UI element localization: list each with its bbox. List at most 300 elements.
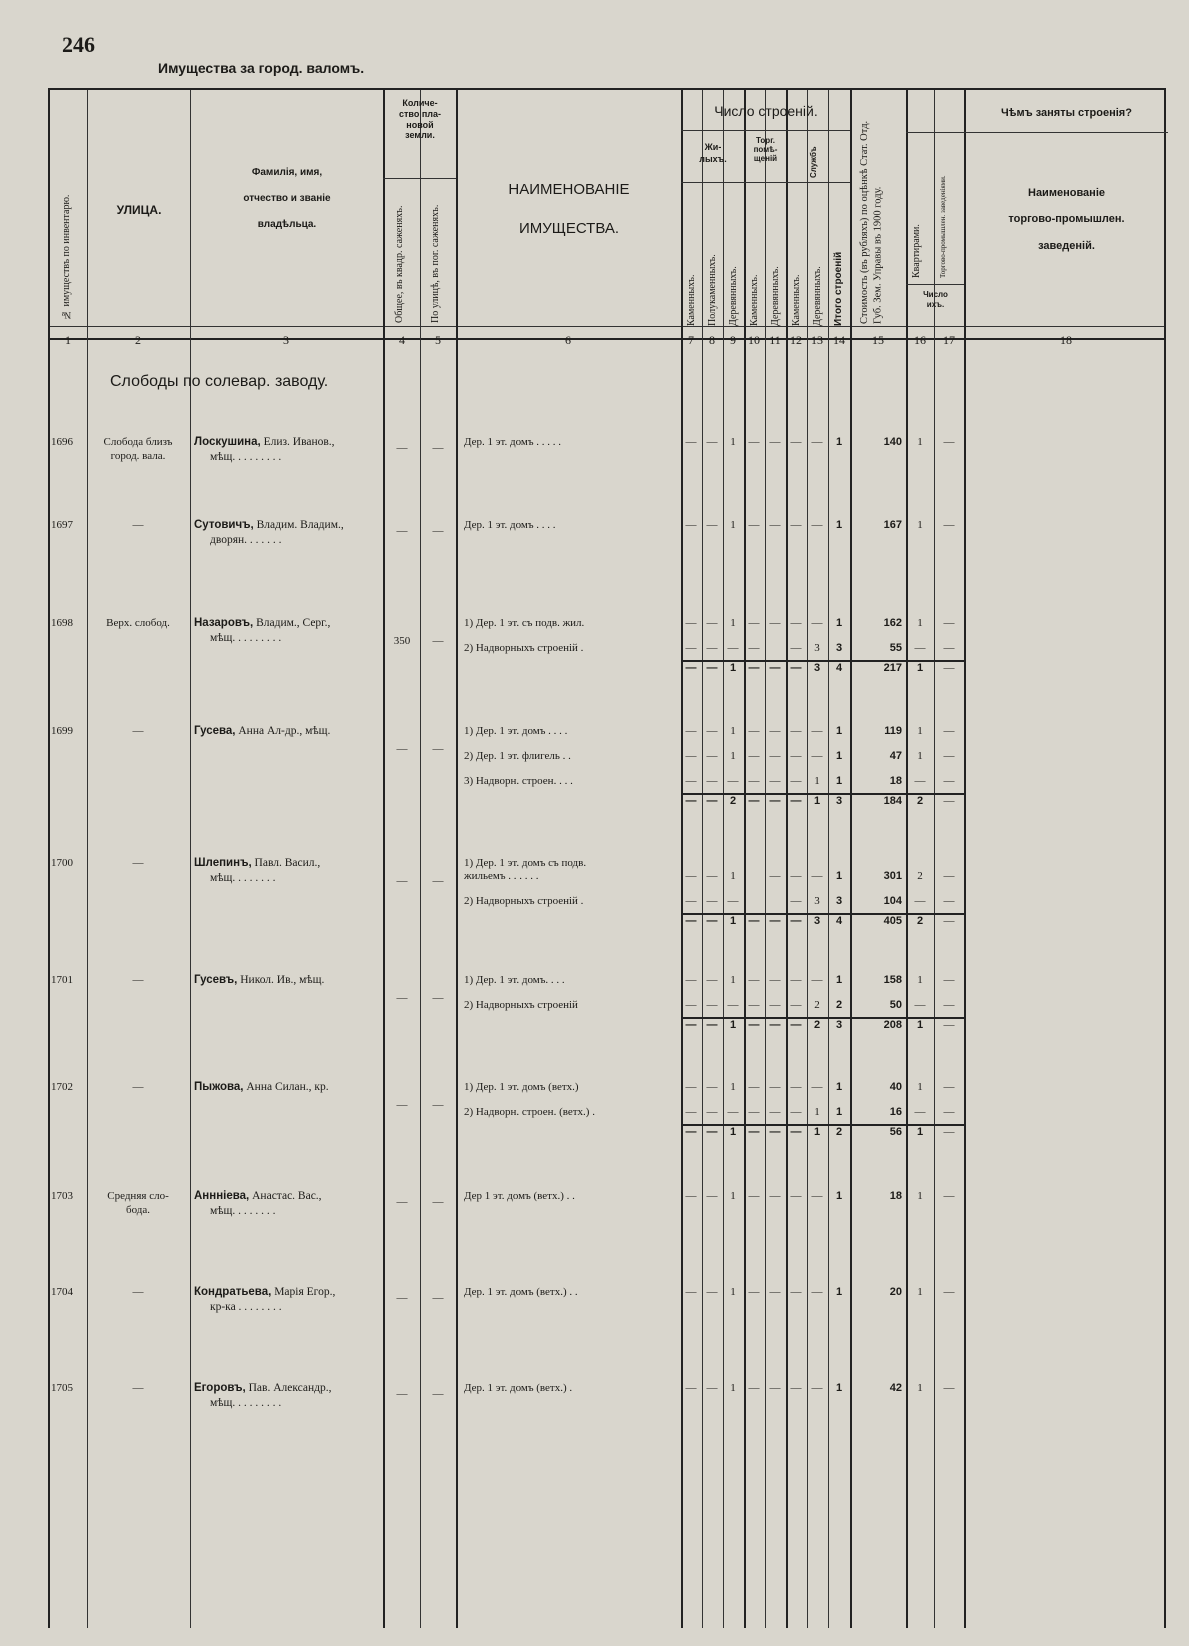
enterprises-count: —	[943, 1382, 955, 1394]
col-divider	[744, 90, 746, 1628]
col-divider	[190, 90, 191, 1628]
cell-c9: —	[727, 642, 739, 654]
cell-c13: —	[811, 1190, 823, 1202]
inventory-number: 1701	[51, 974, 73, 986]
apartments-count: 1	[916, 662, 924, 674]
cell-c9: 1	[730, 1081, 736, 1093]
col-divider	[906, 90, 908, 1628]
section-title: Слободы по солевар. заводу.	[110, 373, 329, 390]
cell-c12: —	[790, 1382, 802, 1394]
property-name: Дер. 1 эт. домъ . . . .	[464, 519, 556, 531]
inventory-number: 1699	[51, 725, 73, 737]
cell-c8: —	[706, 974, 718, 986]
land-area: —	[396, 525, 408, 537]
owner-name	[194, 1189, 322, 1205]
apartments-count: 1	[917, 1286, 923, 1298]
apartments-count: 1	[917, 1190, 923, 1202]
cell-c8: —	[706, 642, 718, 654]
cell-c8: —	[706, 895, 718, 907]
cell-c10: —	[748, 795, 760, 807]
header-col12: Каменныхъ.	[791, 274, 802, 326]
land-area: —	[396, 1292, 408, 1304]
cell-c12: —	[790, 775, 802, 787]
cell-c9: 2	[729, 795, 737, 807]
cell-c13: —	[811, 1382, 823, 1394]
header-subrule	[681, 182, 850, 183]
apartments-count: —	[914, 895, 926, 907]
cell-c11: —	[769, 1382, 781, 1394]
owner-name	[194, 518, 344, 534]
cell-c10: —	[748, 974, 760, 986]
cell-c11: —	[769, 795, 781, 807]
cell-c10: —	[748, 1286, 760, 1298]
land-area: —	[396, 992, 408, 1004]
cell-c10: —	[748, 519, 760, 531]
inventory-number: 1703	[51, 1190, 73, 1202]
owner-surname: Гусева,	[194, 725, 236, 737]
cell-c7: —	[685, 1190, 697, 1202]
street-name: Средняя сло-	[107, 1190, 169, 1202]
cell-c8: —	[706, 1286, 718, 1298]
cell-c12: —	[790, 436, 802, 448]
cell-c8: —	[706, 1081, 718, 1093]
cost-value: 56	[889, 1126, 902, 1138]
cell-c14: 1	[835, 870, 843, 882]
cell-c7: —	[685, 519, 697, 531]
cell-c13: —	[811, 1286, 823, 1298]
enterprises-count: —	[943, 1126, 955, 1138]
cost-value: 104	[883, 895, 902, 907]
column-number: 9	[730, 333, 736, 347]
owner-surname: Егоровъ,	[194, 1382, 246, 1394]
owner-details: Павл. Васил.,	[251, 857, 321, 869]
enterprises-count: —	[943, 895, 955, 907]
cell-c9: 1	[729, 1019, 737, 1031]
cost-value: 50	[889, 999, 902, 1011]
cell-c7: —	[685, 750, 697, 762]
cell-c9: —	[727, 895, 739, 907]
cell-c7: —	[685, 1106, 697, 1118]
apartments-count: 1	[917, 436, 923, 448]
land-area: —	[396, 743, 408, 755]
cell-c7: —	[685, 1081, 697, 1093]
cell-c13: —	[811, 725, 823, 737]
header-col15: Стоимость (въ рубляхъ) по оцѣнкѣ Стат. Отд. Губ. Зем. Управы въ 1900 году.	[859, 120, 884, 324]
cost-value: 301	[883, 870, 902, 882]
cell-c8: —	[706, 1106, 718, 1118]
street-length: —	[432, 1196, 444, 1208]
property-name: 3) Надворн. строен. . . .	[464, 775, 573, 787]
cell-c14: 1	[835, 617, 843, 629]
cell-c7: —	[685, 795, 697, 807]
column-number: 4	[399, 333, 405, 347]
owner-surname: Сутовичъ,	[194, 519, 254, 531]
cell-c8: —	[706, 795, 718, 807]
cell-c13: 2	[814, 999, 820, 1011]
land-area: —	[396, 1099, 408, 1111]
cell-c9: —	[727, 1106, 739, 1118]
cell-c8: —	[706, 436, 718, 448]
property-name: 2) Дер. 1 эт. флигель . .	[464, 750, 571, 762]
cell-c13: 3	[814, 642, 820, 654]
column-number: 6	[565, 333, 571, 347]
street-name: бода.	[125, 1204, 151, 1216]
property-name: 1) Дер. 1 эт. домъ (ветх.)	[464, 1081, 579, 1093]
cell-c11: —	[769, 775, 781, 787]
cell-c7: —	[685, 974, 697, 986]
enterprises-count: —	[943, 1081, 955, 1093]
column-number: 10	[748, 333, 760, 347]
cell-c14: 1	[835, 725, 843, 737]
street-length: —	[432, 875, 444, 887]
cell-c9: 1	[730, 436, 736, 448]
col-divider	[456, 90, 458, 1628]
street-length: —	[432, 1292, 444, 1304]
cell-c13: 1	[814, 1106, 820, 1118]
cell-c7: —	[685, 895, 697, 907]
enterprises-count: —	[943, 617, 955, 629]
owner-title: мѣщ. . . . . . . . .	[210, 1397, 282, 1409]
cell-c7: —	[685, 662, 697, 674]
cell-c12: —	[790, 519, 802, 531]
cell-c11: —	[769, 870, 781, 882]
cost-value: 20	[889, 1286, 902, 1298]
street-length: —	[432, 743, 444, 755]
cell-c10: —	[748, 1019, 760, 1031]
enterprises-count: —	[943, 519, 955, 531]
header-col11: Деревянныхъ.	[770, 266, 781, 326]
cell-c11: —	[769, 999, 781, 1011]
header-buildings-group: Число строеній.	[714, 103, 818, 119]
owner-name	[194, 616, 330, 632]
column-number: 12	[790, 333, 802, 347]
cost-value: 162	[883, 617, 902, 629]
owner-name	[194, 435, 335, 451]
cell-c12: —	[790, 725, 802, 737]
header-count: Число ихъ.	[923, 290, 948, 309]
cell-c14: 3	[835, 895, 843, 907]
header-col2: УЛИЦА.	[116, 203, 162, 217]
cell-c11: —	[769, 974, 781, 986]
owner-name	[194, 1381, 332, 1397]
street-length: —	[432, 442, 444, 454]
cell-c13: 1	[814, 775, 820, 787]
cell-c12: —	[790, 750, 802, 762]
column-number: 16	[914, 333, 926, 347]
cell-c13: 2	[813, 1019, 821, 1031]
cell-c14: 4	[835, 915, 843, 927]
property-name: 1) Дер. 1 эт. домъ. . . .	[464, 974, 565, 986]
header-subrule	[906, 132, 1168, 133]
cell-c13: —	[811, 870, 823, 882]
column-number: 1	[65, 333, 71, 347]
cell-c12: —	[790, 795, 802, 807]
header-subrule	[906, 284, 964, 285]
cell-c14: 3	[835, 795, 843, 807]
owner-name	[194, 1080, 329, 1096]
street-name: —	[132, 1382, 144, 1394]
cell-c10: —	[748, 915, 760, 927]
column-number: 14	[833, 333, 845, 347]
property-name: жильемъ . . . . . .	[464, 870, 539, 882]
header-col10: Каменныхъ.	[749, 274, 760, 326]
cell-c13: 1	[813, 1126, 821, 1138]
header-occupied-group: Чѣмъ заняты строенія?	[1001, 107, 1132, 119]
cost-value: 42	[889, 1382, 902, 1394]
cell-c9: —	[727, 775, 739, 787]
enterprises-count: —	[943, 750, 955, 762]
owner-title: мѣщ. . . . . . . . .	[210, 451, 282, 463]
column-number: 18	[1060, 333, 1072, 347]
street-name: —	[132, 1081, 144, 1093]
col-divider	[964, 90, 966, 1628]
cell-c11: —	[769, 1106, 781, 1118]
cell-c12: —	[790, 1190, 802, 1202]
cell-c14: 1	[835, 1081, 843, 1093]
owner-details: Владим. Владим.,	[253, 519, 344, 531]
page-title: Имущества за город. валомъ.	[158, 60, 365, 76]
cell-c10: —	[748, 725, 760, 737]
cell-c14: 4	[835, 662, 843, 674]
owner-surname: Шлепинъ,	[194, 857, 252, 869]
cell-c9: 1	[730, 750, 736, 762]
cell-c13: 1	[813, 795, 821, 807]
cell-c13: 3	[813, 662, 821, 674]
cell-c14: 2	[835, 999, 843, 1011]
apartments-count: 1	[917, 1382, 923, 1394]
apartments-count: —	[914, 1106, 926, 1118]
cell-c7: —	[685, 870, 697, 882]
col-divider	[850, 90, 852, 1628]
cell-c8: —	[706, 1019, 718, 1031]
apartments-count: 1	[916, 1126, 924, 1138]
header-col18: Наименованіе торгово-промышлен. заведеній.	[1008, 187, 1125, 252]
cost-value: 40	[889, 1081, 902, 1093]
cell-c10: —	[748, 617, 760, 629]
cell-c9: 1	[729, 915, 737, 927]
cell-c7: —	[685, 1126, 697, 1138]
cell-c8: —	[706, 1126, 718, 1138]
enterprises-count: —	[943, 915, 955, 927]
cost-value: 55	[889, 642, 902, 654]
header-trade-group: Торг. помѣ- щеній	[753, 136, 778, 164]
property-name: 2) Надворныхъ строеній .	[464, 642, 584, 654]
cell-c7: —	[685, 999, 697, 1011]
cell-c10: —	[748, 1081, 760, 1093]
cell-c12: —	[790, 974, 802, 986]
cell-c8: —	[706, 775, 718, 787]
col-divider	[765, 90, 766, 1628]
header-land-group: Количе- ство пла- новой земли.	[399, 98, 441, 141]
owner-surname: Пыжова,	[194, 1081, 244, 1093]
owner-details: Анна Ал-др., мѣщ.	[235, 725, 331, 737]
cell-c12: —	[790, 1286, 802, 1298]
enterprises-count: —	[943, 870, 955, 882]
owner-details: Анастас. Вас.,	[249, 1190, 322, 1202]
col-divider	[723, 90, 724, 1628]
property-name: 1) Дер. 1 эт. домъ съ подв.	[464, 857, 587, 869]
apartments-count: —	[914, 642, 926, 654]
cell-c11: —	[769, 1126, 781, 1138]
cell-c12: —	[790, 915, 802, 927]
street-name: Слобода близъ	[103, 436, 173, 448]
header-col3: Фамилія, имя, отчество и званіе владѣльца.	[243, 167, 331, 230]
street-length: —	[432, 635, 444, 647]
owner-surname: Лоскушина,	[194, 436, 261, 448]
apartments-count: —	[914, 775, 926, 787]
property-name: 2) Надворныхъ строеній	[464, 999, 578, 1011]
street-name: —	[132, 1286, 144, 1298]
header-residential-group: Жи- лыхъ.	[699, 142, 727, 164]
cell-c10: —	[748, 1190, 760, 1202]
cell-c8: —	[706, 750, 718, 762]
cell-c8: —	[706, 617, 718, 629]
cell-c7: —	[685, 1019, 697, 1031]
cell-c10: —	[748, 662, 760, 674]
cell-c11: —	[769, 617, 781, 629]
cell-c14: 1	[835, 1106, 843, 1118]
owner-name	[194, 724, 330, 740]
street-length: —	[432, 992, 444, 1004]
cell-c11: —	[769, 1019, 781, 1031]
column-number: 7	[688, 333, 694, 347]
cell-c8: —	[706, 999, 718, 1011]
col-divider	[786, 90, 788, 1628]
cell-c10: —	[748, 775, 760, 787]
cell-c11: —	[769, 1190, 781, 1202]
cell-c12: —	[790, 1019, 802, 1031]
enterprises-count: —	[943, 1106, 955, 1118]
cell-c7: —	[685, 725, 697, 737]
header-bottom-rule	[50, 338, 1164, 340]
ledger-table	[48, 88, 1166, 1628]
column-number: 8	[709, 333, 715, 347]
cell-c8: —	[706, 1382, 718, 1394]
cell-c12: —	[790, 662, 802, 674]
apartments-count: 2	[917, 870, 923, 882]
property-name: 2) Надворныхъ строеній .	[464, 895, 584, 907]
land-area: 350	[393, 635, 411, 647]
cell-c12: —	[790, 870, 802, 882]
cell-c8: —	[706, 519, 718, 531]
enterprises-count: —	[943, 775, 955, 787]
land-area: —	[396, 1388, 408, 1400]
owner-surname: Гусевъ,	[194, 974, 238, 986]
enterprises-count: —	[943, 795, 955, 807]
enterprises-count: —	[943, 662, 955, 674]
land-area: —	[396, 875, 408, 887]
cell-c11: —	[769, 750, 781, 762]
property-name: 1) Дер. 1 эт. съ подв. жил.	[464, 617, 585, 629]
cell-c9: 1	[729, 662, 737, 674]
header-col14: Итого строеній	[833, 251, 844, 326]
owner-details: Пав. Александр.,	[245, 1382, 332, 1394]
enterprises-count: —	[943, 642, 955, 654]
inventory-number: 1705	[51, 1382, 73, 1394]
cell-c10: —	[748, 1106, 760, 1118]
cell-c12: —	[790, 1081, 802, 1093]
street-name: —	[132, 725, 144, 737]
cell-c14: 1	[835, 436, 843, 448]
apartments-count: 1	[917, 519, 923, 531]
header-col13: Деревянныхъ.	[812, 266, 823, 326]
street-name: —	[132, 974, 144, 986]
cost-value: 16	[889, 1106, 902, 1118]
inventory-number: 1702	[51, 1081, 73, 1093]
cell-c8: —	[706, 915, 718, 927]
cell-c9: 1	[730, 974, 736, 986]
apartments-count: 1	[916, 1019, 924, 1031]
cell-c14: 1	[835, 519, 843, 531]
owner-title: мѣщ. . . . . . . .	[210, 1205, 276, 1217]
header-col9: Деревянныхъ.	[728, 266, 739, 326]
cell-c7: —	[685, 642, 697, 654]
cell-c8: —	[706, 662, 718, 674]
street-length: —	[432, 1099, 444, 1111]
column-number: 11	[769, 333, 781, 347]
page-number: 246	[62, 32, 95, 57]
header-subrule	[681, 130, 850, 131]
header-col4: Общее, въ квадр. саженяхъ.	[394, 205, 405, 323]
cost-value: 47	[889, 750, 902, 762]
enterprises-count: —	[943, 974, 955, 986]
cost-value: 208	[883, 1019, 902, 1031]
enterprises-count: —	[943, 1190, 955, 1202]
header-col16: Квартирами.	[911, 224, 922, 278]
owner-surname: Кондратьева,	[194, 1286, 272, 1298]
cell-c11: —	[769, 519, 781, 531]
inventory-number: 1700	[51, 857, 73, 869]
header-col5: По улицѣ, въ пог. саженяхъ.	[430, 204, 441, 323]
property-name: Дер. 1 эт. домъ . . . . .	[464, 436, 562, 448]
apartments-count: 1	[917, 1081, 923, 1093]
header-col17: Торгово-промышлен. заведеніями.	[939, 175, 947, 278]
col-divider	[807, 90, 808, 1628]
cell-c12: —	[790, 617, 802, 629]
cell-c10: —	[748, 1126, 760, 1138]
cell-c11: —	[769, 436, 781, 448]
land-area: —	[396, 1196, 408, 1208]
column-number: 17	[943, 333, 955, 347]
owner-details: Никол. Ив., мѣщ.	[237, 974, 325, 986]
owner-details: Марія Егор.,	[271, 1286, 336, 1298]
property-name: Дер 1 эт. домъ (ветх.) . .	[464, 1190, 575, 1202]
cell-c13: —	[811, 436, 823, 448]
cell-c10: —	[748, 1382, 760, 1394]
enterprises-count: —	[943, 999, 955, 1011]
cell-c8: —	[706, 870, 718, 882]
enterprises-count: —	[943, 1286, 955, 1298]
cell-c13: —	[811, 519, 823, 531]
apartments-count: 1	[917, 725, 923, 737]
cell-c14: 1	[835, 1286, 843, 1298]
cell-c14: 1	[835, 775, 843, 787]
cost-value: 158	[883, 974, 902, 986]
col-divider	[383, 90, 385, 1628]
column-number: 13	[811, 333, 823, 347]
col-divider	[934, 90, 935, 1628]
cell-c9: 1	[729, 1126, 737, 1138]
cell-c13: —	[811, 1081, 823, 1093]
col-divider	[87, 90, 88, 1628]
cost-value: 140	[883, 436, 902, 448]
owner-name	[194, 1285, 335, 1301]
owner-name	[194, 973, 324, 989]
property-name: 2) Надворн. строен. (ветх.) .	[464, 1106, 595, 1118]
street-name: Верх. слобод.	[106, 617, 170, 629]
header-col7: Каменныхъ.	[686, 274, 697, 326]
cell-c10: —	[748, 750, 760, 762]
